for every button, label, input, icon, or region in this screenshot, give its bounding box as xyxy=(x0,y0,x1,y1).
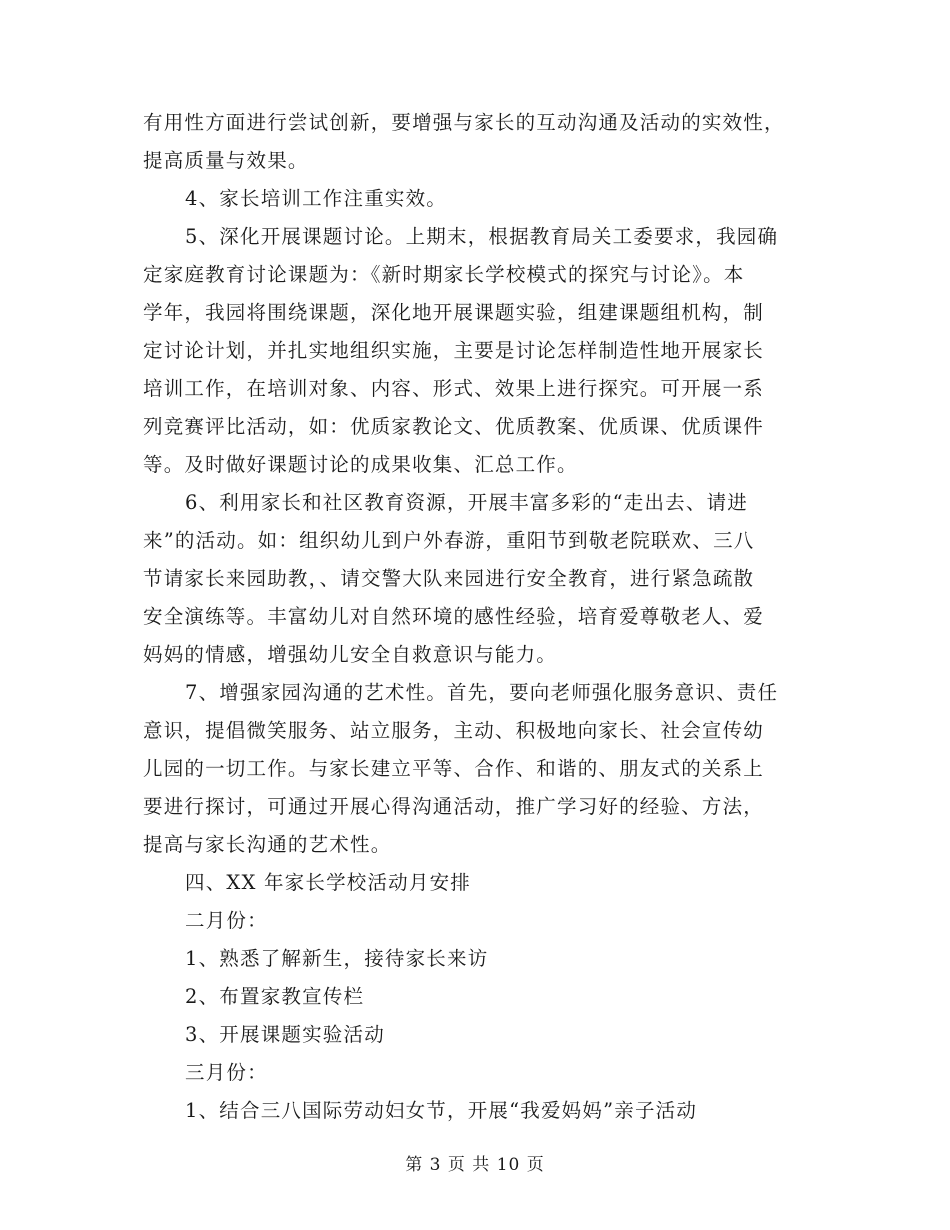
text-line: 等。及时做好课题讨论的成果收集、汇总工作。 xyxy=(143,453,578,476)
text-line: 三月份： xyxy=(185,1061,268,1084)
text-line: 2、布置家教宣传栏 xyxy=(185,985,365,1008)
text-line: 定家庭教育讨论课题为：《新时期家长学校模式的探究与讨论》。本 xyxy=(143,263,745,286)
text-line: 7、增强家园沟通的艺术性。首先，要向老师强化服务意识、责任 xyxy=(185,681,779,704)
text-line: 提高与家长沟通的艺术性。 xyxy=(143,833,392,856)
text-line: 四、XX 年家长学校活动月安排 xyxy=(185,871,471,894)
page-number-footer: 第 3 页 共 10 页 xyxy=(405,1155,545,1175)
text-line: 有用性方面进行尝试创新，要增强与家长的互动沟通及活动的实效性， xyxy=(143,111,785,134)
text-line: 妈妈的情感，增强幼儿安全自救意识与能力。 xyxy=(143,643,558,666)
text-line: 培训工作，在培训对象、内容、形式、效果上进行探究。可开展一系 xyxy=(143,377,765,400)
text-line: 列竞赛评比活动，如：优质家教论文、优质教案、优质课、优质课件 xyxy=(143,415,765,438)
text-line: 儿园的一切工作。与家长建立平等、合作、和谐的、朋友式的关系上 xyxy=(143,757,765,780)
text-line: 节请家长来园助教，、请交警大队来园进行安全教育，进行紧急疏散 xyxy=(143,567,755,590)
text-line: 二月份： xyxy=(185,909,268,932)
text-line: 要进行探讨，可通过开展心得沟通活动，推广学习好的经验、方法， xyxy=(143,795,765,818)
text-line: 1、熟悉了解新生，接待家长来访 xyxy=(185,947,489,970)
text-line: 来”的活动。如：组织幼儿到户外春游，重阳节到敬老院联欢、三八 xyxy=(143,529,755,552)
text-line: 1、结合三八国际劳动妇女节，开展“我爱妈妈”亲子活动 xyxy=(185,1099,698,1122)
text-line: 5、深化开展课题讨论。上期末，根据教育局关工委要求，我园确 xyxy=(185,225,779,248)
text-line: 安全演练等。丰富幼儿对自然环境的感性经验，培育爱尊敬老人、爱 xyxy=(143,605,765,628)
document-body xyxy=(143,104,808,1130)
text-line: 4、家长培训工作注重实效。 xyxy=(185,187,448,210)
text-line: 定讨论计划，并扎实地组织实施，主要是讨论怎样制造性地开展家长 xyxy=(143,339,765,362)
text-line: 6、利用家长和社区教育资源，开展丰富多彩的“走出去、请进 xyxy=(185,491,748,514)
text-line: 提高质量与效果。 xyxy=(143,149,309,172)
text-line: 学年，我园将围绕课题，深化地开展课题实验，组建课题组机构，制 xyxy=(143,301,765,324)
text-line: 3、开展课题实验活动 xyxy=(185,1023,385,1046)
text-line: 意识，提倡微笑服务、站立服务，主动、积极地向家长、社会宣传幼 xyxy=(143,719,765,742)
